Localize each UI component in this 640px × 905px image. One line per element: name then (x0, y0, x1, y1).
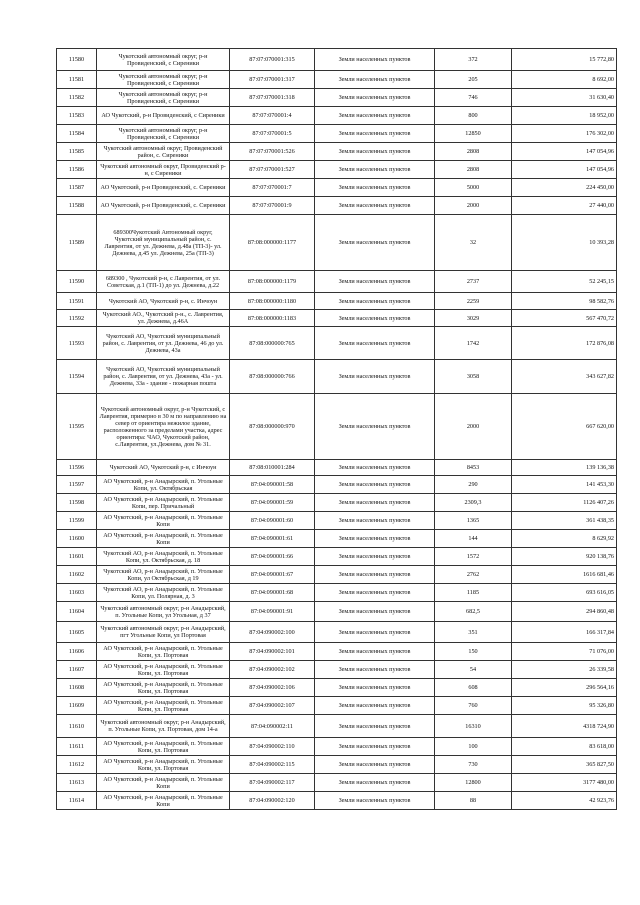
cell-cadastral-number: 87:04:090001:60 (230, 512, 315, 530)
table-row (57, 548, 617, 566)
cell-land-category: Земли населенных пунктов (315, 327, 435, 360)
cell-land-category: Земли населенных пунктов (315, 643, 435, 661)
table-row (57, 756, 617, 774)
cell-address: АО Чукотский, р-н Анадырский, п. Угольные Копи, ул. Октябрьская (97, 476, 230, 494)
cell-address: АО Чукотский, р-н Анадырский, п. Угольные Копи, ул. Портовая (97, 661, 230, 679)
cell-land-category: Земли населенных пунктов (315, 566, 435, 584)
cell-area: 1185 (435, 584, 512, 602)
cell-cadastral-value: 693 616,05 (512, 584, 617, 602)
cell-cadastral-value: 18 952,00 (512, 107, 617, 125)
cell-land-category: Земли населенных пунктов (315, 774, 435, 792)
cell-number: 11614 (57, 792, 97, 810)
cell-area: 800 (435, 107, 512, 125)
cell-address: АО Чукотский, р-н Провиденский, с. Сиреники (97, 197, 230, 215)
cell-address: АО Чукотский, р-н Анадырский, п. Угольные Копи (97, 792, 230, 810)
cell-cadastral-number: 87:07:070001:4 (230, 107, 315, 125)
cell-cadastral-number: 87:04:090002:102 (230, 661, 315, 679)
cell-number: 11580 (57, 49, 97, 71)
cell-land-category: Земли населенных пунктов (315, 293, 435, 310)
table-row (57, 125, 617, 143)
cell-land-category: Земли населенных пунктов (315, 215, 435, 271)
cell-cadastral-value: 83 618,00 (512, 738, 617, 756)
cell-land-category: Земли населенных пунктов (315, 622, 435, 643)
cell-number: 11610 (57, 715, 97, 738)
cell-address: 689300Чукотский Автономный округ, Чукотский муниципальный район, с. Лаврентия, от ул. Дежнева, д.48а (ТП-3)- ул. Дежнева, д.45 ул. Дежнева, 25а (ТП-3) (97, 215, 230, 271)
cell-cadastral-value: 26 339,58 (512, 661, 617, 679)
cell-land-category: Земли населенных пунктов (315, 49, 435, 71)
cell-number: 11583 (57, 107, 97, 125)
cell-land-category: Земли населенных пунктов (315, 143, 435, 161)
table-row (57, 107, 617, 125)
cell-cadastral-value: 294 860,48 (512, 602, 617, 622)
cell-cadastral-number: 87:07:070001:5 (230, 125, 315, 143)
cell-area: 205 (435, 71, 512, 89)
cell-cadastral-value: 176 302,00 (512, 125, 617, 143)
cell-land-category: Земли населенных пунктов (315, 179, 435, 197)
cell-area: 1742 (435, 327, 512, 360)
cell-address: АО Чукотский, р-н Анадырский, п. Угольные Копи (97, 512, 230, 530)
cell-number: 11607 (57, 661, 97, 679)
cell-address: АО Чукотский, р-н Анадырский, п. Угольные Копи, ул. Портовая (97, 697, 230, 715)
cell-cadastral-number: 87:04:090002:115 (230, 756, 315, 774)
cell-land-category: Земли населенных пунктов (315, 476, 435, 494)
cell-area: 730 (435, 756, 512, 774)
cell-land-category: Земли населенных пунктов (315, 107, 435, 125)
cell-number: 11608 (57, 679, 97, 697)
cell-cadastral-value: 27 440,00 (512, 197, 617, 215)
cell-cadastral-number: 87:04:090002:106 (230, 679, 315, 697)
cell-cadastral-value: 42 923,76 (512, 792, 617, 810)
cell-address: Чукотский АО, р-н Анадырский, п. Угольные Копи, ул. Полярная, д. 3 (97, 584, 230, 602)
cell-area: 54 (435, 661, 512, 679)
cell-cadastral-value: 10 393,28 (512, 215, 617, 271)
cell-cadastral-value: 3177 480,00 (512, 774, 617, 792)
cell-cadastral-value: 343 627,82 (512, 360, 617, 394)
cell-cadastral-value: 166 317,84 (512, 622, 617, 643)
cell-area: 682,5 (435, 602, 512, 622)
cell-land-category: Земли населенных пунктов (315, 756, 435, 774)
cell-number: 11597 (57, 476, 97, 494)
cell-area: 351 (435, 622, 512, 643)
cell-area: 746 (435, 89, 512, 107)
cell-area: 372 (435, 49, 512, 71)
cell-address: АО Чукотский, р-н Анадырский, п. Угольные Копи, ул. Портовая (97, 756, 230, 774)
table-row (57, 738, 617, 756)
cell-number: 11587 (57, 179, 97, 197)
cell-address: Чукотский АО, р-н Анадырский, п. Угольные Копи, ул Октябрьская, д 19 (97, 566, 230, 584)
table-row (57, 215, 617, 271)
table-row (57, 360, 617, 394)
cell-land-category: Земли населенных пунктов (315, 310, 435, 327)
cell-land-category: Земли населенных пунктов (315, 548, 435, 566)
cell-cadastral-number: 87:08:000000:970 (230, 394, 315, 460)
table-row (57, 49, 617, 71)
cell-address: Чукотский АО., Чукотский р-н., с. Лаврентия, ул. Дежнева, д.46А (97, 310, 230, 327)
cell-cadastral-value: 147 054,96 (512, 161, 617, 179)
cell-area: 16310 (435, 715, 512, 738)
cell-address: АО Чукотский, р-н Провиденский, с Сиреники (97, 107, 230, 125)
cell-area: 3058 (435, 360, 512, 394)
cell-cadastral-value: 71 076,00 (512, 643, 617, 661)
cell-area: 12800 (435, 774, 512, 792)
table-row (57, 679, 617, 697)
cell-address: АО Чукотский, р-н Провиденский, с. Сиреники (97, 179, 230, 197)
cell-number: 11584 (57, 125, 97, 143)
cell-cadastral-value: 296 564,16 (512, 679, 617, 697)
cell-cadastral-number: 87:04:090001:61 (230, 530, 315, 548)
cell-cadastral-number: 87:04:090001:91 (230, 602, 315, 622)
table-row (57, 566, 617, 584)
cell-land-category: Земли населенных пунктов (315, 792, 435, 810)
cell-address: АО Чукотский, р-н Анадырский, п. Угольные Копи, ул. Портовая (97, 643, 230, 661)
table-row (57, 143, 617, 161)
table-row (57, 494, 617, 512)
cell-number: 11586 (57, 161, 97, 179)
cell-area: 2762 (435, 566, 512, 584)
cell-land-category: Земли населенных пунктов (315, 738, 435, 756)
table-row (57, 792, 617, 810)
cell-number: 11599 (57, 512, 97, 530)
cell-land-category: Земли населенных пунктов (315, 125, 435, 143)
cell-cadastral-value: 95 326,80 (512, 697, 617, 715)
cell-cadastral-value: 147 054,96 (512, 143, 617, 161)
cell-land-category: Земли населенных пунктов (315, 271, 435, 293)
cell-land-category: Земли населенных пунктов (315, 602, 435, 622)
cell-land-category: Земли населенных пунктов (315, 71, 435, 89)
cell-land-category: Земли населенных пунктов (315, 197, 435, 215)
cell-cadastral-number: 87:04:090002:101 (230, 643, 315, 661)
table-row (57, 460, 617, 476)
cell-address: Чукотский автономный округ, р-н Провиденский, с Сиреники (97, 125, 230, 143)
cell-area: 3029 (435, 310, 512, 327)
cell-number: 11611 (57, 738, 97, 756)
cell-number: 11606 (57, 643, 97, 661)
cell-address: АО Чукотский, р-н Анадырский, п. Угольные Копи, ул. Портовая (97, 679, 230, 697)
table-row (57, 476, 617, 494)
cell-cadastral-number: 87:04:090001:58 (230, 476, 315, 494)
cell-area: 5000 (435, 179, 512, 197)
cell-land-category: Земли населенных пунктов (315, 494, 435, 512)
cell-address: Чукотский автономный округ, р-н Анадырский, п. Угольные Копи, ул. Портовая, дом 14-а (97, 715, 230, 738)
cell-area: 144 (435, 530, 512, 548)
cell-cadastral-number: 87:04:090002:100 (230, 622, 315, 643)
cell-area: 2808 (435, 161, 512, 179)
cell-cadastral-number: 87:07:070001:9 (230, 197, 315, 215)
cell-cadastral-value: 567 470,72 (512, 310, 617, 327)
cell-address: Чукотский автономный округ, Провиденский р-н, с Сиреники (97, 161, 230, 179)
cell-area: 32 (435, 215, 512, 271)
cell-area: 2808 (435, 143, 512, 161)
cell-address: Чукотский АО, р-н Анадырский, п. Угольные Копи, ул. Октябрьская, д. 18 (97, 548, 230, 566)
cell-cadastral-number: 87:07:070001:527 (230, 161, 315, 179)
cell-cadastral-number: 87:04:090001:59 (230, 494, 315, 512)
cell-cadastral-value: 1126 407,26 (512, 494, 617, 512)
cell-cadastral-number: 87:08:010001:284 (230, 460, 315, 476)
cell-cadastral-number: 87:08:000000:1179 (230, 271, 315, 293)
cell-area: 2309,3 (435, 494, 512, 512)
cell-cadastral-value: 224 450,00 (512, 179, 617, 197)
cell-cadastral-number: 87:07:070001:317 (230, 71, 315, 89)
table-row (57, 661, 617, 679)
cell-cadastral-value: 31 630,40 (512, 89, 617, 107)
cell-address: АО Чукотский, р-н Анадырский, п. Угольные Копи, ул. Портовая (97, 738, 230, 756)
cell-address: Чукотский АО, Чукотский р-н, с. Инчоун (97, 293, 230, 310)
cell-number: 11592 (57, 310, 97, 327)
cell-address: АО Чукотский, р-н Анадырский, п. Угольные Копи (97, 530, 230, 548)
cell-area: 150 (435, 643, 512, 661)
table-row (57, 512, 617, 530)
cell-number: 11600 (57, 530, 97, 548)
table-row (57, 584, 617, 602)
cell-cadastral-value: 4318 724,90 (512, 715, 617, 738)
cell-land-category: Земли населенных пунктов (315, 394, 435, 460)
cell-cadastral-number: 87:04:090002:110 (230, 738, 315, 756)
table-row (57, 179, 617, 197)
cell-number: 11589 (57, 215, 97, 271)
cell-cadastral-number: 87:07:070001:318 (230, 89, 315, 107)
cell-address: АО Чукотский, р-н Анадырский, п. Угольные Копи, пер. Причальный (97, 494, 230, 512)
cell-cadastral-number: 87:04:090002:117 (230, 774, 315, 792)
table-row (57, 530, 617, 548)
table-row (57, 643, 617, 661)
table-row (57, 271, 617, 293)
cell-cadastral-number: 87:08:000000:766 (230, 360, 315, 394)
table-row (57, 89, 617, 107)
cell-cadastral-number: 87:07:070001:315 (230, 49, 315, 71)
cell-area: 2737 (435, 271, 512, 293)
cell-address: Чукотский автономный округ, р-н Анадырский, п. Угольные Копи, ул Угольная, д 37 (97, 602, 230, 622)
table-row (57, 310, 617, 327)
cell-number: 11596 (57, 460, 97, 476)
document-page (56, 48, 614, 810)
table-row (57, 161, 617, 179)
cell-land-category: Земли населенных пунктов (315, 89, 435, 107)
cell-cadastral-value: 365 827,50 (512, 756, 617, 774)
cell-cadastral-value: 15 772,80 (512, 49, 617, 71)
cell-area: 88 (435, 792, 512, 810)
cell-cadastral-value: 141 453,30 (512, 476, 617, 494)
table-row (57, 715, 617, 738)
cell-number: 11588 (57, 197, 97, 215)
cell-area: 760 (435, 697, 512, 715)
cell-land-category: Земли населенных пунктов (315, 661, 435, 679)
cell-cadastral-number: 87:08:000000:1183 (230, 310, 315, 327)
cell-number: 11605 (57, 622, 97, 643)
table-row (57, 394, 617, 460)
cell-cadastral-value: 667 620,00 (512, 394, 617, 460)
cell-land-category: Земли населенных пунктов (315, 584, 435, 602)
cell-number: 11590 (57, 271, 97, 293)
cell-cadastral-number: 87:08:000000:1180 (230, 293, 315, 310)
table-row (57, 697, 617, 715)
cell-address: Чукотский автономный округ, р-н Провиденский, с Сиреники (97, 89, 230, 107)
cell-number: 11603 (57, 584, 97, 602)
cell-cadastral-number: 87:04:090001:66 (230, 548, 315, 566)
cell-cadastral-value: 920 138,76 (512, 548, 617, 566)
cell-cadastral-value: 139 136,38 (512, 460, 617, 476)
table-body (57, 49, 617, 810)
cell-cadastral-value: 52 245,15 (512, 271, 617, 293)
table-row (57, 602, 617, 622)
cell-number: 11595 (57, 394, 97, 460)
cell-land-category: Земли населенных пунктов (315, 360, 435, 394)
cell-area: 290 (435, 476, 512, 494)
table-row (57, 327, 617, 360)
cell-number: 11604 (57, 602, 97, 622)
cell-number: 11609 (57, 697, 97, 715)
cell-number: 11612 (57, 756, 97, 774)
cell-area: 100 (435, 738, 512, 756)
cell-cadastral-number: 87:04:090001:68 (230, 584, 315, 602)
cell-number: 11613 (57, 774, 97, 792)
cell-address: АО Чукотский, р-н Анадырский, п. Угольные Копи (97, 774, 230, 792)
cell-land-category: Земли населенных пунктов (315, 715, 435, 738)
table-row (57, 197, 617, 215)
cell-cadastral-value: 1616 681,46 (512, 566, 617, 584)
cell-area: 1572 (435, 548, 512, 566)
cell-land-category: Земли населенных пунктов (315, 679, 435, 697)
cell-number: 11582 (57, 89, 97, 107)
cell-cadastral-number: 87:08:000000:765 (230, 327, 315, 360)
cell-land-category: Земли населенных пунктов (315, 530, 435, 548)
cell-cadastral-number: 87:04:090002:11 (230, 715, 315, 738)
cell-number: 11602 (57, 566, 97, 584)
cell-land-category: Земли населенных пунктов (315, 512, 435, 530)
cell-address: Чукотский автономный округ, р-н Провиденский, с Сиреники (97, 71, 230, 89)
cell-number: 11598 (57, 494, 97, 512)
cell-cadastral-number: 87:04:090002:120 (230, 792, 315, 810)
cell-number: 11585 (57, 143, 97, 161)
cell-area: 1365 (435, 512, 512, 530)
cell-area: 2000 (435, 394, 512, 460)
cell-address: 689300 , Чукотский р-н, с Лаврентия, от ул. Советская, д.1 (ТП-1) до ул. Дежнева, д.22 (97, 271, 230, 293)
cell-cadastral-number: 87:07:070001:526 (230, 143, 315, 161)
cell-land-category: Земли населенных пунктов (315, 460, 435, 476)
cell-number: 11594 (57, 360, 97, 394)
table-row (57, 71, 617, 89)
land-registry-table (56, 48, 617, 810)
cell-area: 2259 (435, 293, 512, 310)
cell-address: Чукотский АО, Чукотский р-н, с Инчоун (97, 460, 230, 476)
cell-cadastral-number: 87:08:000000:1177 (230, 215, 315, 271)
cell-address: Чукотский АО, Чукотский муниципальный район, с. Лаврентия, от ул. Дежнева, 46 до ул. Дежнева, 43а (97, 327, 230, 360)
cell-cadastral-number: 87:07:070001:7 (230, 179, 315, 197)
cell-address: Чукотский автономный округ, Провиденский район, с. Сиреники (97, 143, 230, 161)
cell-address: Чукотский автономный округ, р-н Чукотский, с Лаврентия, примерно в 30 м по направлению на север от ориентира нежилое здание, расположенного за пределами участка, адрес ориентира: ЧАО, Чукотский район, с.Лаврентия, ул.Дежнева, дом № 31. (97, 394, 230, 460)
table-row (57, 293, 617, 310)
table-row (57, 774, 617, 792)
cell-cadastral-number: 87:04:090002:107 (230, 697, 315, 715)
cell-area: 2000 (435, 197, 512, 215)
cell-address: Чукотский автономный округ, р-н Провиденский, с Сиреники (97, 49, 230, 71)
cell-number: 11601 (57, 548, 97, 566)
cell-address: Чукотский АО, Чукотский муниципальный район, с. Лаврентия, от ул. Дежнева, 43а - ул. Дежнева, 33а - здание - пожарная пошта (97, 360, 230, 394)
cell-number: 11591 (57, 293, 97, 310)
table-row (57, 622, 617, 643)
cell-cadastral-number: 87:04:090001:67 (230, 566, 315, 584)
cell-cadastral-value: 8 692,00 (512, 71, 617, 89)
cell-address: Чукотский автономный округ, р-н Анадырский, пгт Угольные Копи, ул Портовая (97, 622, 230, 643)
cell-number: 11593 (57, 327, 97, 360)
cell-cadastral-value: 98 582,76 (512, 293, 617, 310)
cell-area: 608 (435, 679, 512, 697)
cell-land-category: Земли населенных пунктов (315, 697, 435, 715)
cell-land-category: Земли населенных пунктов (315, 161, 435, 179)
cell-cadastral-value: 361 438,35 (512, 512, 617, 530)
cell-area: 12850 (435, 125, 512, 143)
cell-number: 11581 (57, 71, 97, 89)
cell-area: 8453 (435, 460, 512, 476)
cell-cadastral-value: 172 876,08 (512, 327, 617, 360)
cell-cadastral-value: 8 629,92 (512, 530, 617, 548)
